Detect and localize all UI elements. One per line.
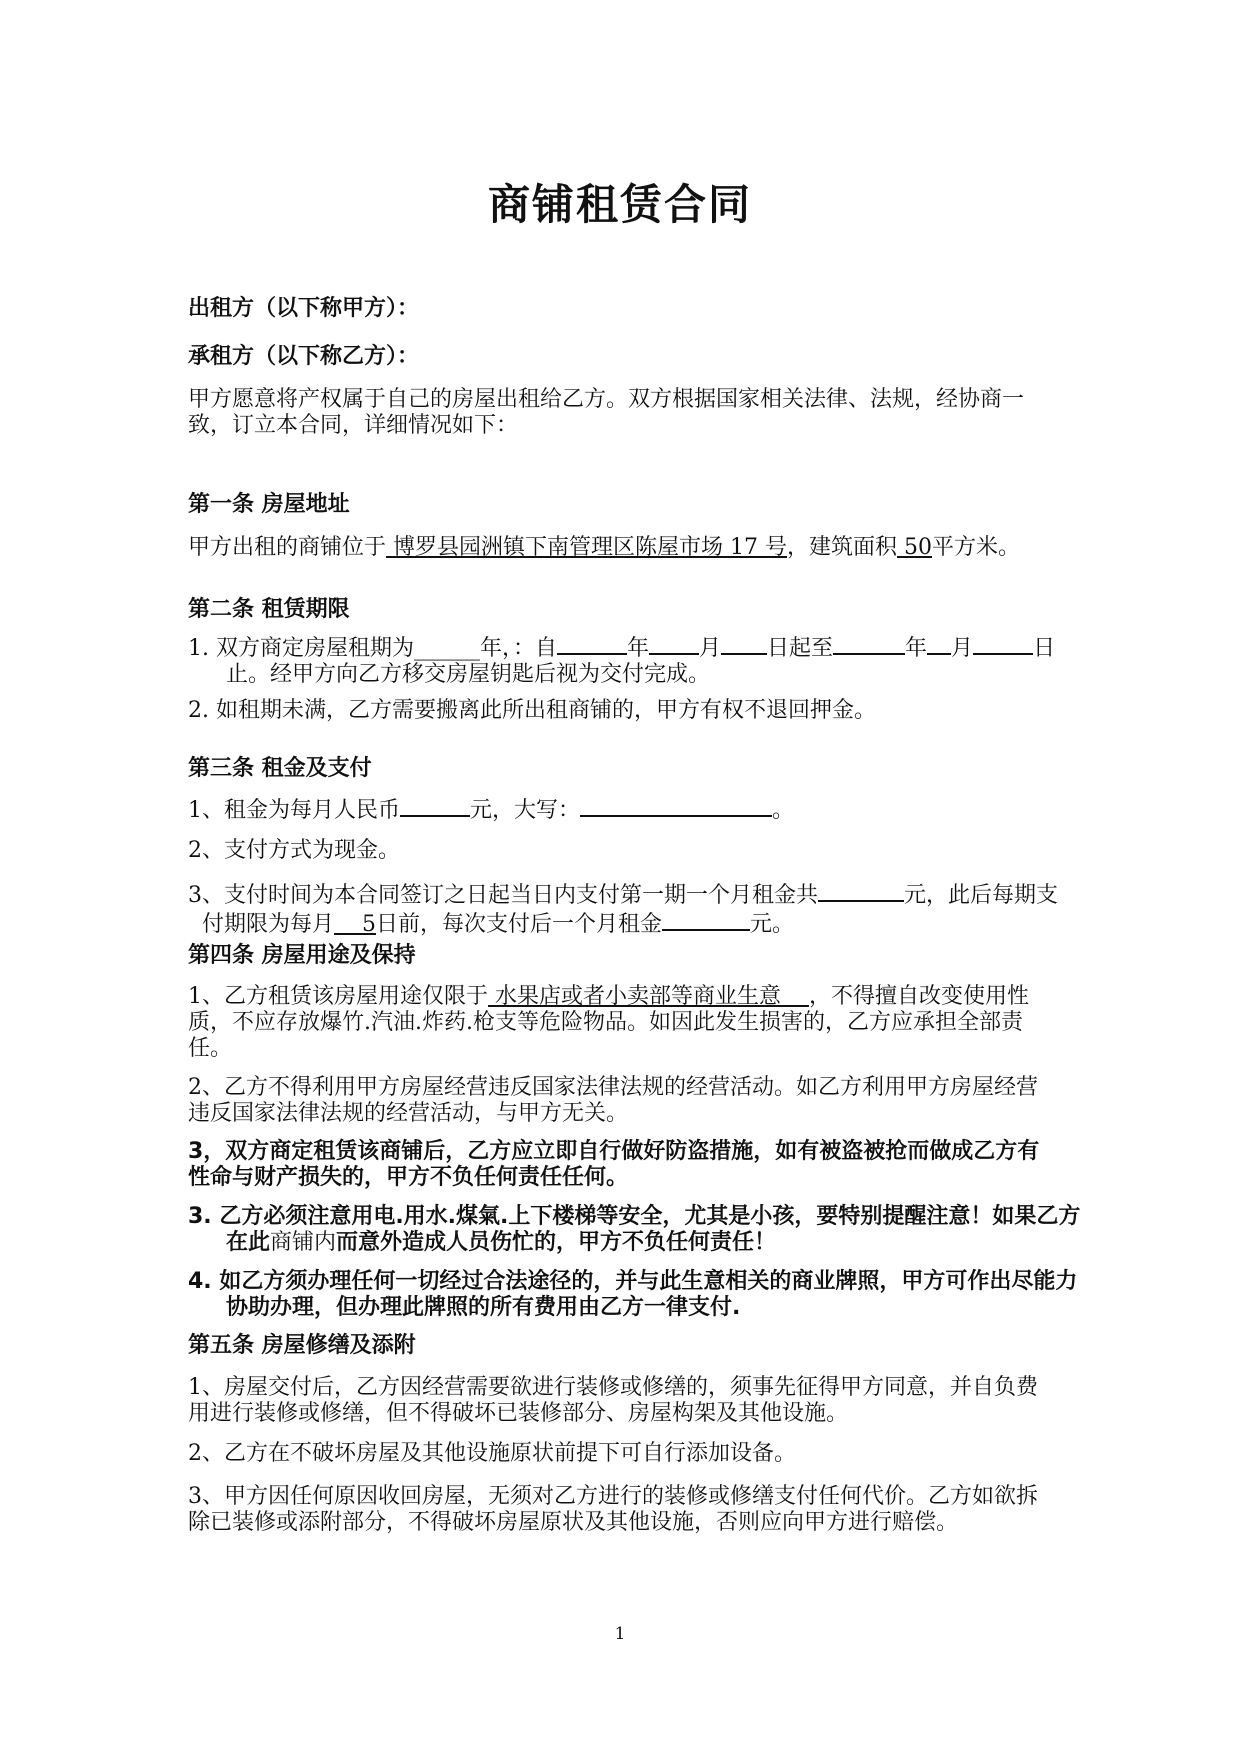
safety-text-a: 3. 乙方必须注意用电.用水.煤氣.上下楼梯等安全，尤其是小孩，要特别提醒注意！如果乙方在此: [188, 1204, 1081, 1255]
article1-text: [188, 535, 1052, 561]
article1-text-a: 甲方出租的商铺位于: [188, 535, 387, 560]
safety-text-b: 而意外造成人员伤忙的，甲方不负任何责任！: [336, 1230, 777, 1255]
first-payment-blank: [818, 880, 904, 902]
article1-text-b: ，建筑面积: [787, 535, 898, 560]
usage-text-b: ，不得擅自改变使用性质，不应存放爆竹.汽油.炸药.枪支等危险物品。如因此发生损害的，乙方应承担全部责任。: [188, 984, 1029, 1061]
article3-item3: [188, 880, 1066, 938]
article4-heading: 第四条 房屋用途及保持: [188, 943, 416, 968]
article5-item2: 2、乙方在不破坏房屋及其他设施原状前提下可自行添加设备。: [188, 1441, 796, 1466]
shop-address: 博罗县园洲镇下南管理区陈屋市场 17 号: [386, 535, 787, 560]
permitted-usage: 水果店或者小卖部等商业生意: [488, 984, 809, 1009]
start-year-blank: [557, 633, 627, 655]
end-day-blank: [973, 633, 1033, 655]
article4-item2: 2、乙方不得利用甲方房屋经营违反国家法律法规的经营活动。如乙方利用甲方房屋经营违反国家法律法规的经营活动，与甲方无关。: [188, 1075, 1038, 1126]
usage-text-a: 1、乙方租赁该房屋用途仅限于: [188, 984, 488, 1009]
article2-heading: 第二条 租赁期限: [188, 597, 350, 622]
rent-text-a: 1、租金为每月人民币: [188, 798, 400, 823]
rent-text-c: 。: [772, 798, 795, 823]
payment-text-d: 元。: [750, 912, 795, 937]
start-year-label: 年: [626, 636, 649, 661]
document-title: 商铺租赁合同: [487, 180, 752, 229]
intro-paragraph: 甲方愿意将产权属于自己的房屋出租给乙方。双方根据国家相关法律、法规，经协商一致，订立本合同，详细情况如下：: [188, 387, 1025, 438]
payment-text-b: 元，此后每期支付期限为每月: [202, 883, 1059, 937]
article1-text-c: 平方米。: [932, 535, 1021, 560]
building-area: 50: [897, 535, 933, 560]
lessee-line: 承租方（以下称乙方）：: [188, 344, 420, 369]
monthly-rent-blank: [400, 795, 470, 817]
article2-item2: 2. 如租期未满，乙方需要搬离此所出租商铺的，甲方有权不退回押金。: [188, 698, 876, 723]
article4-item1: [188, 984, 1052, 1062]
start-day-blank: [721, 633, 767, 655]
safety-text-mid: 商铺内: [270, 1230, 337, 1255]
lessor-line: 出租方（以下称甲方）：: [188, 296, 420, 321]
start-month-blank: [649, 633, 699, 655]
article3-item2: 2、支付方式为现金。: [188, 838, 400, 863]
lease-term-text: 1. 双方商定房屋租期为______年，：自: [188, 636, 557, 661]
monthly-payment-blank: [662, 909, 750, 931]
rent-in-words-blank: [580, 795, 772, 817]
article4-item4: [188, 1204, 1090, 1256]
end-year-label: 年: [905, 636, 928, 661]
payment-text-a: 3、支付时间为本合同签订之日起当日内支付第一期一个月租金共: [188, 883, 818, 908]
end-year-blank: [833, 633, 905, 655]
article5-item1: 1、房屋交付后，乙方因经营需要欲进行装修或修缮的，须事先征得甲方同意，并自负费用进行装修或修缮，但不得破坏已装修部分、房屋构架及其他设施。: [188, 1375, 1038, 1426]
article4-item3: 3，双方商定租赁该商铺后，乙方应立即自行做好防盗措施，如有被盗被抢而做成乙方有性命与财产损失的，甲方不负任何责任任何。: [188, 1139, 1040, 1190]
start-month-label: 月: [699, 636, 722, 661]
payment-day: 5: [334, 912, 376, 937]
article3-item1: [188, 795, 1052, 824]
article1-heading: 第一条 房屋地址: [188, 492, 350, 517]
article4-item5: 4. 如乙方须办理任何一切经过合法途径的，并与此生意相关的商业牌照，甲方可作出尽能力协助办理，但办理此牌照的所有费用由乙方一律支付.: [188, 1269, 1078, 1320]
article5-item3: 3、甲方因任何原因收回房屋，无须对乙方进行的装修或修缮支付任何代价。乙方如欲拆除已装修或添附部分，不得破坏房屋原状及其他设施，否则应向甲方进行赔偿。: [188, 1484, 1038, 1535]
end-month-label: 月: [951, 636, 974, 661]
rent-text-b: 元，大写：: [470, 798, 581, 823]
article3-heading: 第三条 租金及支付: [188, 756, 372, 781]
page-number: 1: [614, 1624, 626, 1644]
article5-heading: 第五条 房屋修缮及添附: [188, 1333, 416, 1358]
end-date-text: 日止。经甲方向乙方移交房屋钥匙后视为交付完成。: [226, 636, 1056, 687]
payment-text-c: 日前，每次支付后一个月租金: [376, 912, 663, 937]
article2-item1: [188, 633, 1090, 688]
end-month-blank: [927, 633, 951, 655]
start-day-label: 日起至: [767, 636, 834, 661]
